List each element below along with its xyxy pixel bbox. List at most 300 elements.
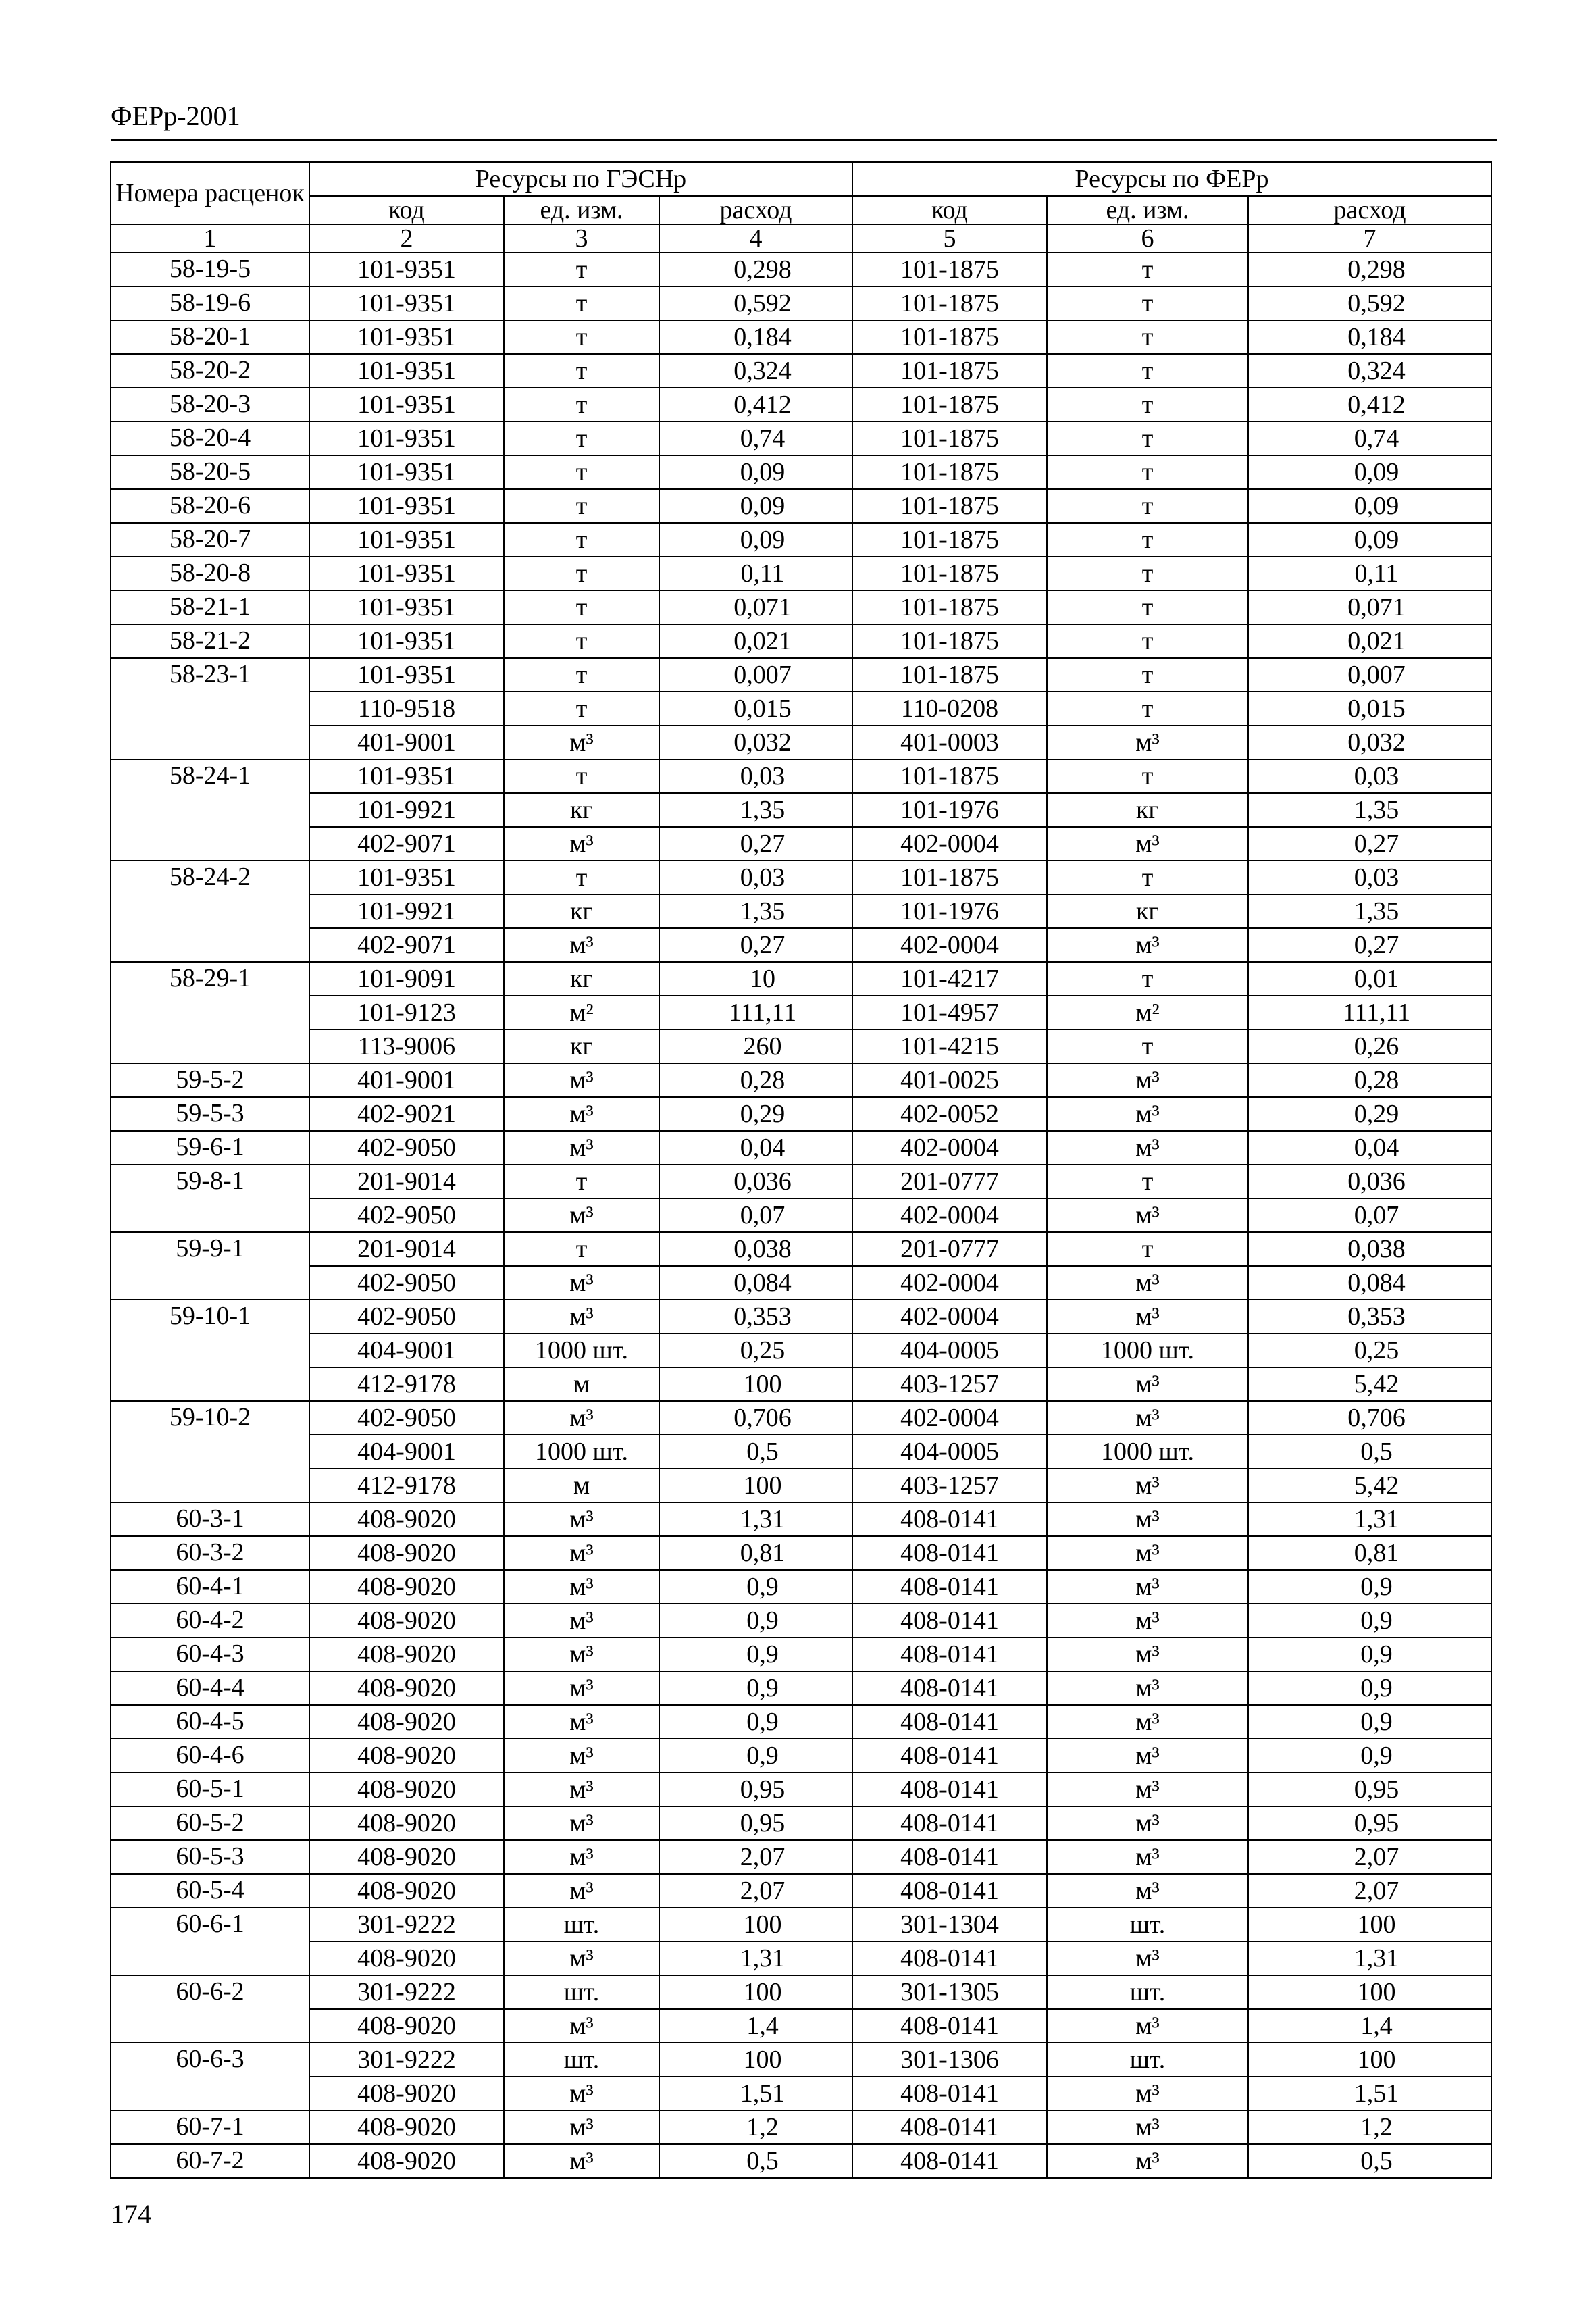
- fer-consumption-cell: 0,032: [1248, 726, 1491, 759]
- rate-number-cell: 60-4-6: [111, 1739, 309, 1773]
- gesn-unit-cell: 1000 шт.: [504, 1435, 659, 1469]
- gesn-consumption-cell: 0,184: [659, 320, 852, 354]
- table-row: [111, 1063, 1491, 1097]
- table-row: [111, 2043, 1491, 2077]
- fer-consumption-cell: 1,31: [1248, 1941, 1491, 1975]
- gesn-code-cell: 101-9351: [309, 489, 504, 523]
- table-row: [111, 286, 1491, 320]
- fer-unit-cell: т: [1047, 388, 1248, 422]
- gesn-code-cell: 101-9921: [309, 793, 504, 827]
- gesn-code-cell: 402-9050: [309, 1198, 504, 1232]
- gesn-unit-cell: кг: [504, 1030, 659, 1063]
- gesn-code-cell: 101-9123: [309, 996, 504, 1030]
- fer-consumption-cell: 0,07: [1248, 1198, 1491, 1232]
- gesn-consumption-cell: 111,11: [659, 996, 852, 1030]
- gesn-consumption-cell: 0,27: [659, 827, 852, 861]
- table-row: [111, 1165, 1491, 1198]
- gesn-code-cell: 101-9351: [309, 422, 504, 455]
- fer-consumption-cell: 1,4: [1248, 2009, 1491, 2043]
- gesn-code-cell: 101-9351: [309, 455, 504, 489]
- gesn-code-cell: 402-9050: [309, 1131, 504, 1165]
- gesn-unit-cell: т: [504, 1232, 659, 1266]
- gesn-code-cell: 201-9014: [309, 1232, 504, 1266]
- fer-code-cell: 408-0141: [852, 1570, 1047, 1604]
- gesn-consumption-cell: 0,9: [659, 1604, 852, 1637]
- rate-number-cell: 58-20-3: [111, 388, 309, 422]
- table-head-row-columns: [111, 196, 1491, 224]
- gesn-unit-cell: шт.: [504, 1975, 659, 2009]
- fer-consumption-cell: 100: [1248, 1908, 1491, 1941]
- fer-unit-cell: кг: [1047, 894, 1248, 928]
- table-row: [111, 1739, 1491, 1773]
- resource-table: [110, 161, 1492, 2179]
- gesn-consumption-cell: 0,5: [659, 2144, 852, 2178]
- fer-consumption-cell: 0,95: [1248, 1773, 1491, 1806]
- header-col-number: 1: [111, 224, 309, 253]
- gesn-unit-cell: м³: [504, 1773, 659, 1806]
- header-fer-consumption: расход: [1248, 196, 1491, 224]
- rate-number-cell: 58-21-1: [111, 590, 309, 624]
- fer-code-cell: 101-4215: [852, 1030, 1047, 1063]
- gesn-code-cell: 408-9020: [309, 1637, 504, 1671]
- gesn-unit-cell: м³: [504, 1198, 659, 1232]
- gesn-code-cell: 408-9020: [309, 1806, 504, 1840]
- fer-unit-cell: м³: [1047, 928, 1248, 962]
- table-row: [111, 861, 1491, 894]
- rate-number-cell: 60-7-1: [111, 2110, 309, 2144]
- table-row: [111, 1367, 1491, 1401]
- fer-code-cell: 101-1875: [852, 354, 1047, 388]
- gesn-code-cell: 101-9351: [309, 658, 504, 692]
- rate-number-cell: 60-4-3: [111, 1637, 309, 1671]
- fer-code-cell: 402-0004: [852, 928, 1047, 962]
- gesn-consumption-cell: 100: [659, 1975, 852, 2009]
- gesn-unit-cell: м³: [504, 1637, 659, 1671]
- table-row: [111, 422, 1491, 455]
- fer-unit-cell: м³: [1047, 1671, 1248, 1705]
- fer-code-cell: 101-1875: [852, 759, 1047, 793]
- gesn-code-cell: 408-9020: [309, 1671, 504, 1705]
- fer-code-cell: 408-0141: [852, 1874, 1047, 1908]
- table-row: [111, 1604, 1491, 1637]
- table-row: [111, 1030, 1491, 1063]
- gesn-unit-cell: т: [504, 422, 659, 455]
- fer-code-cell: 408-0141: [852, 1773, 1047, 1806]
- page-header-title: ФЕРр-2001: [111, 101, 240, 131]
- table-row: [111, 1874, 1491, 1908]
- gesn-unit-cell: м³: [504, 1063, 659, 1097]
- gesn-unit-cell: м³: [504, 2009, 659, 2043]
- gesn-code-cell: 408-9020: [309, 2144, 504, 2178]
- rate-number-cell: 58-20-7: [111, 523, 309, 557]
- fer-code-cell: 101-1875: [852, 253, 1047, 286]
- header-fer-code: код: [852, 196, 1047, 224]
- header-gesn-code: код: [309, 196, 504, 224]
- gesn-consumption-cell: 0,04: [659, 1131, 852, 1165]
- gesn-code-cell: 401-9001: [309, 1063, 504, 1097]
- fer-consumption-cell: 0,298: [1248, 253, 1491, 286]
- gesn-code-cell: 408-9020: [309, 1941, 504, 1975]
- fer-code-cell: 402-0004: [852, 1266, 1047, 1300]
- fer-code-cell: 408-0141: [852, 2144, 1047, 2178]
- header-col-number: 7: [1248, 224, 1491, 253]
- gesn-consumption-cell: 0,29: [659, 1097, 852, 1131]
- fer-unit-cell: м³: [1047, 827, 1248, 861]
- fer-code-cell: 101-1875: [852, 624, 1047, 658]
- gesn-unit-cell: м³: [504, 1840, 659, 1874]
- gesn-code-cell: 408-9020: [309, 1773, 504, 1806]
- table-head-row-numbers: [111, 224, 1491, 253]
- gesn-consumption-cell: 0,007: [659, 658, 852, 692]
- fer-code-cell: 101-1875: [852, 286, 1047, 320]
- table-row: [111, 1806, 1491, 1840]
- gesn-consumption-cell: 0,084: [659, 1266, 852, 1300]
- fer-consumption-cell: 0,5: [1248, 1435, 1491, 1469]
- fer-code-cell: 101-1875: [852, 455, 1047, 489]
- gesn-consumption-cell: 0,09: [659, 523, 852, 557]
- fer-code-cell: 101-1976: [852, 793, 1047, 827]
- fer-unit-cell: м³: [1047, 1097, 1248, 1131]
- resource-table-container: [110, 161, 1491, 2179]
- fer-unit-cell: шт.: [1047, 1908, 1248, 1941]
- gesn-code-cell: 408-9020: [309, 1604, 504, 1637]
- rate-number-cell: 58-20-5: [111, 455, 309, 489]
- gesn-unit-cell: м³: [504, 1300, 659, 1333]
- fer-consumption-cell: 0,007: [1248, 658, 1491, 692]
- rate-number-cell: 60-5-3: [111, 1840, 309, 1874]
- rate-number-cell: 60-5-1: [111, 1773, 309, 1806]
- table-row: [111, 1570, 1491, 1604]
- gesn-consumption-cell: 0,038: [659, 1232, 852, 1266]
- table-row: [111, 1333, 1491, 1367]
- gesn-code-cell: 408-9020: [309, 1705, 504, 1739]
- fer-code-cell: 403-1257: [852, 1367, 1047, 1401]
- fer-code-cell: 401-0003: [852, 726, 1047, 759]
- fer-unit-cell: т: [1047, 557, 1248, 590]
- fer-code-cell: 402-0004: [852, 1198, 1047, 1232]
- gesn-code-cell: 402-9071: [309, 928, 504, 962]
- rate-number-cell: 59-10-2: [111, 1401, 309, 1502]
- rate-number-cell: 58-20-2: [111, 354, 309, 388]
- table-row: [111, 1401, 1491, 1435]
- fer-code-cell: 408-0141: [852, 2077, 1047, 2110]
- table-row: [111, 624, 1491, 658]
- fer-unit-cell: т: [1047, 861, 1248, 894]
- fer-code-cell: 403-1257: [852, 1469, 1047, 1502]
- gesn-code-cell: 101-9351: [309, 354, 504, 388]
- fer-consumption-cell: 0,184: [1248, 320, 1491, 354]
- table-row: [111, 1198, 1491, 1232]
- fer-code-cell: 101-1875: [852, 388, 1047, 422]
- fer-consumption-cell: 5,42: [1248, 1367, 1491, 1401]
- gesn-unit-cell: т: [504, 1165, 659, 1198]
- fer-consumption-cell: 1,51: [1248, 2077, 1491, 2110]
- gesn-consumption-cell: 1,51: [659, 2077, 852, 2110]
- gesn-unit-cell: м: [504, 1367, 659, 1401]
- gesn-code-cell: 101-9351: [309, 557, 504, 590]
- gesn-unit-cell: т: [504, 286, 659, 320]
- gesn-code-cell: 101-9351: [309, 286, 504, 320]
- gesn-consumption-cell: 0,9: [659, 1705, 852, 1739]
- fer-code-cell: 408-0141: [852, 1536, 1047, 1570]
- table-row: [111, 1671, 1491, 1705]
- gesn-code-cell: 113-9006: [309, 1030, 504, 1063]
- gesn-code-cell: 408-9020: [309, 1502, 504, 1536]
- gesn-consumption-cell: 0,353: [659, 1300, 852, 1333]
- table-body: [111, 253, 1491, 2178]
- gesn-code-cell: 402-9050: [309, 1300, 504, 1333]
- gesn-unit-cell: м³: [504, 1671, 659, 1705]
- fer-code-cell: 301-1306: [852, 2043, 1047, 2077]
- gesn-consumption-cell: 0,9: [659, 1739, 852, 1773]
- gesn-code-cell: 101-9351: [309, 253, 504, 286]
- gesn-code-cell: 101-9351: [309, 590, 504, 624]
- table-row: [111, 2009, 1491, 2043]
- gesn-consumption-cell: 1,31: [659, 1502, 852, 1536]
- table-row: [111, 1536, 1491, 1570]
- table-row: [111, 996, 1491, 1030]
- rate-number-cell: 59-6-1: [111, 1131, 309, 1165]
- gesn-consumption-cell: 0,9: [659, 1637, 852, 1671]
- gesn-consumption-cell: 0,592: [659, 286, 852, 320]
- gesn-code-cell: 412-9178: [309, 1469, 504, 1502]
- table-row: [111, 658, 1491, 692]
- fer-unit-cell: т: [1047, 759, 1248, 793]
- fer-consumption-cell: 0,27: [1248, 928, 1491, 962]
- fer-unit-cell: м³: [1047, 1840, 1248, 1874]
- gesn-code-cell: 301-9222: [309, 1975, 504, 2009]
- fer-unit-cell: м³: [1047, 1806, 1248, 1840]
- header-fer-group: Ресурсы по ФЕРр: [852, 162, 1491, 196]
- table-row: [111, 1975, 1491, 2009]
- gesn-consumption-cell: 0,95: [659, 1806, 852, 1840]
- fer-consumption-cell: 0,03: [1248, 861, 1491, 894]
- fer-consumption-cell: 100: [1248, 1975, 1491, 2009]
- table-row: [111, 962, 1491, 996]
- rate-number-cell: 58-20-6: [111, 489, 309, 523]
- table-row: [111, 1131, 1491, 1165]
- rate-number-cell: 58-21-2: [111, 624, 309, 658]
- table-row: [111, 455, 1491, 489]
- gesn-consumption-cell: 1,35: [659, 793, 852, 827]
- fer-unit-cell: т: [1047, 523, 1248, 557]
- header-fer-unit: ед. изм.: [1047, 196, 1248, 224]
- fer-unit-cell: 1000 шт.: [1047, 1435, 1248, 1469]
- fer-code-cell: 101-4957: [852, 996, 1047, 1030]
- fer-code-cell: 301-1305: [852, 1975, 1047, 2009]
- gesn-consumption-cell: 2,07: [659, 1874, 852, 1908]
- fer-consumption-cell: 0,9: [1248, 1671, 1491, 1705]
- fer-unit-cell: м³: [1047, 1570, 1248, 1604]
- fer-consumption-cell: 5,42: [1248, 1469, 1491, 1502]
- gesn-unit-cell: т: [504, 658, 659, 692]
- header-gesn-group: Ресурсы по ГЭСНр: [309, 162, 852, 196]
- gesn-unit-cell: м³: [504, 726, 659, 759]
- gesn-unit-cell: м: [504, 1469, 659, 1502]
- table-row: [111, 827, 1491, 861]
- table-row: [111, 1840, 1491, 1874]
- gesn-code-cell: 408-9020: [309, 1874, 504, 1908]
- fer-code-cell: 101-1875: [852, 489, 1047, 523]
- gesn-unit-cell: м³: [504, 2110, 659, 2144]
- gesn-code-cell: 101-9091: [309, 962, 504, 996]
- gesn-unit-cell: м³: [504, 1570, 659, 1604]
- rate-number-cell: 58-20-1: [111, 320, 309, 354]
- rate-number-cell: 60-3-2: [111, 1536, 309, 1570]
- fer-code-cell: 404-0005: [852, 1435, 1047, 1469]
- fer-code-cell: 402-0004: [852, 1300, 1047, 1333]
- gesn-consumption-cell: 0,412: [659, 388, 852, 422]
- fer-code-cell: 401-0025: [852, 1063, 1047, 1097]
- fer-consumption-cell: 0,592: [1248, 286, 1491, 320]
- table-row: [111, 557, 1491, 590]
- gesn-code-cell: 402-9050: [309, 1401, 504, 1435]
- gesn-unit-cell: м³: [504, 1502, 659, 1536]
- fer-code-cell: 408-0141: [852, 1705, 1047, 1739]
- fer-unit-cell: т: [1047, 354, 1248, 388]
- rate-number-cell: 58-20-8: [111, 557, 309, 590]
- gesn-consumption-cell: 100: [659, 1908, 852, 1941]
- header-col-number: 6: [1047, 224, 1248, 253]
- fer-consumption-cell: 0,706: [1248, 1401, 1491, 1435]
- fer-unit-cell: м³: [1047, 2144, 1248, 2178]
- gesn-consumption-cell: 0,324: [659, 354, 852, 388]
- fer-consumption-cell: 0,27: [1248, 827, 1491, 861]
- gesn-code-cell: 408-9020: [309, 2110, 504, 2144]
- fer-consumption-cell: 0,09: [1248, 489, 1491, 523]
- rate-number-cell: 60-5-2: [111, 1806, 309, 1840]
- fer-code-cell: 408-0141: [852, 1637, 1047, 1671]
- gesn-consumption-cell: 0,298: [659, 253, 852, 286]
- gesn-unit-cell: т: [504, 489, 659, 523]
- gesn-consumption-cell: 0,07: [659, 1198, 852, 1232]
- fer-consumption-cell: 0,9: [1248, 1637, 1491, 1671]
- table-row: [111, 1469, 1491, 1502]
- gesn-unit-cell: м²: [504, 996, 659, 1030]
- gesn-code-cell: 408-9020: [309, 1536, 504, 1570]
- gesn-code-cell: 408-9020: [309, 2077, 504, 2110]
- gesn-code-cell: 402-9071: [309, 827, 504, 861]
- gesn-code-cell: 101-9351: [309, 861, 504, 894]
- gesn-consumption-cell: 260: [659, 1030, 852, 1063]
- fer-unit-cell: м³: [1047, 1401, 1248, 1435]
- gesn-unit-cell: м³: [504, 1739, 659, 1773]
- gesn-consumption-cell: 100: [659, 2043, 852, 2077]
- header-rule: [111, 139, 1497, 141]
- table-row: [111, 1300, 1491, 1333]
- fer-consumption-cell: 0,084: [1248, 1266, 1491, 1300]
- gesn-consumption-cell: 0,09: [659, 489, 852, 523]
- fer-consumption-cell: 0,81: [1248, 1536, 1491, 1570]
- gesn-code-cell: 101-9351: [309, 523, 504, 557]
- gesn-code-cell: 402-9050: [309, 1266, 504, 1300]
- table-row: [111, 523, 1491, 557]
- gesn-unit-cell: м³: [504, 2144, 659, 2178]
- gesn-unit-cell: 1000 шт.: [504, 1333, 659, 1367]
- fer-consumption-cell: 1,35: [1248, 793, 1491, 827]
- gesn-unit-cell: м³: [504, 827, 659, 861]
- gesn-unit-cell: т: [504, 354, 659, 388]
- fer-unit-cell: м³: [1047, 1874, 1248, 1908]
- rate-number-cell: 60-5-4: [111, 1874, 309, 1908]
- gesn-unit-cell: т: [504, 455, 659, 489]
- fer-consumption-cell: 0,036: [1248, 1165, 1491, 1198]
- gesn-unit-cell: т: [504, 388, 659, 422]
- gesn-consumption-cell: 0,74: [659, 422, 852, 455]
- fer-unit-cell: м³: [1047, 1705, 1248, 1739]
- gesn-consumption-cell: 0,015: [659, 692, 852, 726]
- fer-consumption-cell: 0,9: [1248, 1705, 1491, 1739]
- fer-code-cell: 402-0004: [852, 1131, 1047, 1165]
- gesn-consumption-cell: 0,021: [659, 624, 852, 658]
- gesn-code-cell: 408-9020: [309, 2009, 504, 2043]
- table-row: [111, 1773, 1491, 1806]
- fer-unit-cell: т: [1047, 253, 1248, 286]
- table-row: [111, 1908, 1491, 1941]
- fer-consumption-cell: 1,2: [1248, 2110, 1491, 2144]
- fer-unit-cell: 1000 шт.: [1047, 1333, 1248, 1367]
- fer-code-cell: 408-0141: [852, 1840, 1047, 1874]
- table-head: [111, 162, 1491, 253]
- gesn-code-cell: 101-9351: [309, 320, 504, 354]
- gesn-code-cell: 110-9518: [309, 692, 504, 726]
- gesn-code-cell: 402-9021: [309, 1097, 504, 1131]
- rate-number-cell: 58-19-6: [111, 286, 309, 320]
- gesn-code-cell: 408-9020: [309, 1570, 504, 1604]
- rate-number-cell: 60-4-4: [111, 1671, 309, 1705]
- fer-consumption-cell: 100: [1248, 2043, 1491, 2077]
- gesn-unit-cell: т: [504, 692, 659, 726]
- fer-code-cell: 101-1875: [852, 658, 1047, 692]
- gesn-consumption-cell: 0,5: [659, 1435, 852, 1469]
- fer-code-cell: 201-0777: [852, 1165, 1047, 1198]
- table-head-row-groups: [111, 162, 1491, 196]
- fer-consumption-cell: 0,353: [1248, 1300, 1491, 1333]
- fer-unit-cell: м³: [1047, 1266, 1248, 1300]
- fer-code-cell: 101-1875: [852, 320, 1047, 354]
- fer-unit-cell: м³: [1047, 1536, 1248, 1570]
- fer-consumption-cell: 0,09: [1248, 523, 1491, 557]
- rate-number-cell: 59-5-3: [111, 1097, 309, 1131]
- rate-number-cell: 60-4-2: [111, 1604, 309, 1637]
- gesn-code-cell: 101-9351: [309, 624, 504, 658]
- fer-unit-cell: м³: [1047, 1198, 1248, 1232]
- fer-consumption-cell: 2,07: [1248, 1840, 1491, 1874]
- gesn-consumption-cell: 10: [659, 962, 852, 996]
- rate-number-cell: 60-3-1: [111, 1502, 309, 1536]
- gesn-unit-cell: т: [504, 861, 659, 894]
- fer-code-cell: 301-1304: [852, 1908, 1047, 1941]
- fer-unit-cell: м³: [1047, 2110, 1248, 2144]
- fer-consumption-cell: 2,07: [1248, 1874, 1491, 1908]
- fer-consumption-cell: 0,038: [1248, 1232, 1491, 1266]
- fer-code-cell: 101-1976: [852, 894, 1047, 928]
- rate-number-cell: 60-6-1: [111, 1908, 309, 1975]
- fer-code-cell: 404-0005: [852, 1333, 1047, 1367]
- table-row: [111, 354, 1491, 388]
- fer-unit-cell: т: [1047, 962, 1248, 996]
- table-row: [111, 320, 1491, 354]
- fer-code-cell: 408-0141: [852, 1806, 1047, 1840]
- gesn-code-cell: 401-9001: [309, 726, 504, 759]
- table-row: [111, 1232, 1491, 1266]
- rate-number-cell: 60-7-2: [111, 2144, 309, 2178]
- fer-consumption-cell: 0,9: [1248, 1739, 1491, 1773]
- table-row: [111, 388, 1491, 422]
- fer-code-cell: 402-0004: [852, 1401, 1047, 1435]
- gesn-consumption-cell: 0,071: [659, 590, 852, 624]
- fer-unit-cell: м³: [1047, 1469, 1248, 1502]
